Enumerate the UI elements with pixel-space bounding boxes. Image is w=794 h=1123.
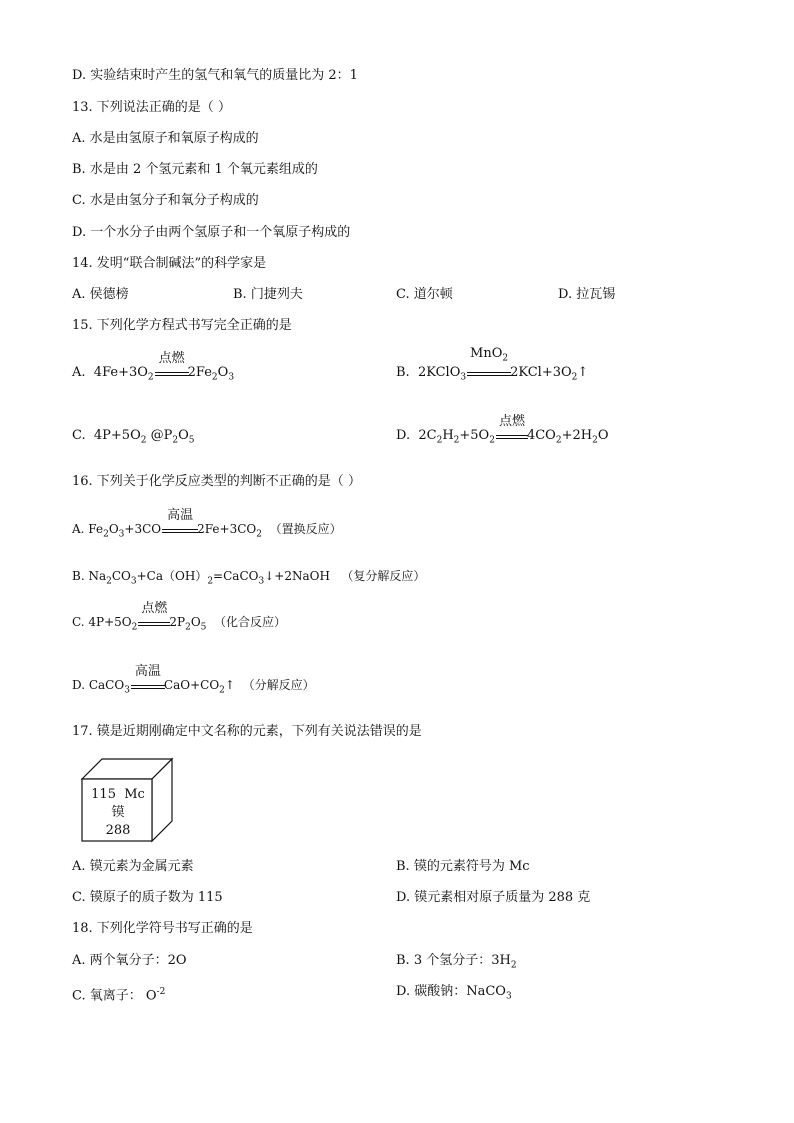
q14-stem: 14. 发明“联合制碱法”的科学家是 [72,256,267,271]
q15-option-c: C. $4P+5O_2$ $@P_2O_5$ [72,428,195,446]
q16-d-note: （分解反应） [242,678,315,692]
q15-b-condition: MnO$_2$ [470,346,509,364]
q15-b-label: B. [396,365,410,380]
q17-option-b: B. 镆的元素符号为 Mc [396,859,530,874]
q12-option-d: D. 实验结束时产生的氢气和氧气的质量比为 2：1 [72,68,358,83]
element-symbol: Mc [124,787,145,802]
q18-option-b: B. 3 个氢分子：$3H_2$ [396,953,517,971]
element-card [80,786,156,840]
q18-c-label: C. 氧离子： [72,988,142,1004]
q18-stem: 18. 下列化学符号书写正确的是 [72,921,253,936]
element-mass: 288 [105,823,131,838]
q16-option-c: C. $4P+5O_2$ 点燃 $2P_2O_5$ （化合反应） [72,601,287,633]
q15-c-label: C. [72,428,86,443]
element-name: 镆 [111,805,125,820]
q16-option-d: D. CaCO$_3$ 高温 $CaO+CO_2↑$ （分解反应） [72,664,315,696]
q16-a-condition: 高温 [167,508,194,523]
q13-option-a: A. 水是由氢原子和氧原子构成的 [72,131,259,146]
q16-b-note: （复分解反应） [341,569,426,583]
q16-c-condition: 点燃 [141,601,168,616]
q13-option-b: B. 水是由 2 个氢元素和 1 个氧元素组成的 [72,162,318,177]
q15-option-a: A. $4Fe+3O_2$ 点燃 $2Fe_2O_3$ [72,351,235,383]
q18-d-label: D. 碳酸钠： [396,984,467,999]
q15-option-b: B. 2KClO$_3$ MnO$_2$ $2KCl+3O_2↑$ [396,346,589,383]
q14-option-a: A. 侯德榜 [72,287,129,302]
q17-stem: 17. 镆是近期刚确定中文名称的元素，下列有关说法错误的是 [72,724,422,739]
q15-a-condition: 点燃 [158,351,185,366]
element-atomic-number: 115 [91,787,116,802]
q16-a-note: （置换反应） [269,522,342,536]
q13-stem: 13. 下列说法正确的是（ ） [72,100,231,115]
q18-option-a: A. 两个氧分子：2O [72,953,187,968]
q16-c-note: （化合反应） [214,615,287,629]
q15-d-condition: 点燃 [498,414,525,429]
q13-option-d: D. 一个水分子由两个氢原子和一个氧原子构成的 [72,225,351,240]
q15-stem: 15. 下列化学方程式书写完全正确的是 [72,318,292,333]
q15-d-label: D. [396,428,411,443]
q14-option-c: C. 道尔顿 [396,287,453,302]
q16-option-a: A. $Fe_2O_3+3CO$ 高温 $2Fe+3CO_2$ （置换反应） [72,508,342,540]
q15-c-symbol: @ [150,428,164,443]
q18-option-d: D. 碳酸钠：NaCO$_3$ [396,984,512,1002]
q18-option-c: C. 氧离子： $O^{-2}$ [72,987,166,1004]
q18-b-label: B. 3 个氢分子： [396,953,492,968]
q14-option-b: B. 门捷列夫 [233,287,303,302]
q13-option-c: C. 水是由氢分子和氧分子构成的 [72,193,259,208]
q17-option-a: A. 镆元素为金属元素 [72,859,194,874]
q14-option-d: D. 拉瓦锡 [558,287,616,302]
q15-a-label: A. [72,365,86,380]
q17-option-d: D. 镆元素相对原子质量为 288 克 [396,890,591,905]
q17-option-c: C. 镆原子的质子数为 115 [72,890,223,905]
q15-option-d: D. $2C_2H_2+5O_2$ 点燃 $4CO_2+2H_2O$ [396,414,609,446]
q16-d-condition: 高温 [134,664,161,679]
q16-stem: 16. 下列关于化学反应类型的判断不正确的是（ ） [72,474,361,489]
q16-option-b: B. $Na_2CO_3+Ca(OH)_2=CaCO_3↓+2NaOH$ （复分解反应） [72,569,426,587]
